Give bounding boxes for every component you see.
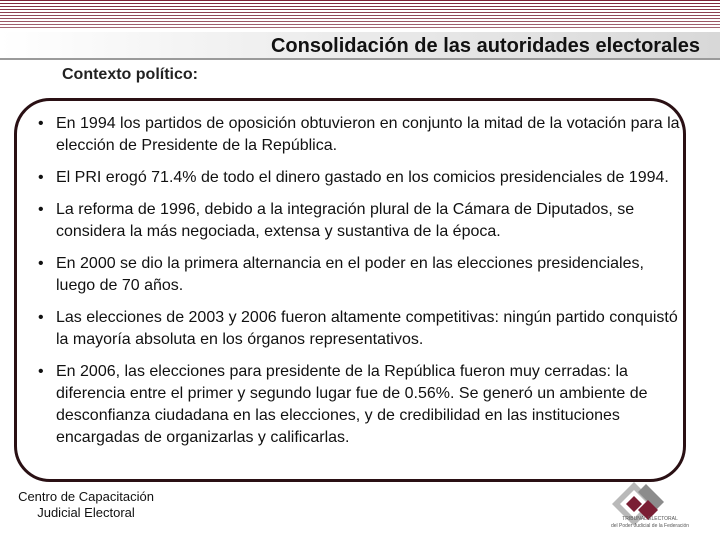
- bullet-text: Las elecciones de 2003 y 2006 fueron altamente competitivas: ningún partido conquistó la mayoría absoluta en los órganos representativos.: [56, 309, 678, 348]
- bullet-marker: •: [38, 363, 44, 380]
- bullet-marker: •: [38, 255, 44, 272]
- list-item: [34, 199, 684, 243]
- bullet-text: En 2006, las elecciones para presidente de la República fueron muy cerradas: la diferencia entre el primer y segundo lugar fue de 0.56%. Se generó un ambiente de desconfianza ciudadana en las elecciones, y de credibilidad en las instituciones encargadas de organizarlas y calificarlas.: [56, 363, 648, 446]
- list-item: [34, 167, 684, 189]
- bullet-list: [34, 113, 684, 459]
- bullet-marker: •: [38, 309, 44, 326]
- bullet-marker: •: [38, 169, 44, 186]
- list-item: [34, 253, 684, 297]
- logo-caption-line1: TRIBUNAL ELECTORAL: [622, 516, 678, 522]
- logo-caption: [600, 516, 700, 530]
- section-subtitle: Contexto político:: [62, 66, 198, 83]
- bullet-text: El PRI erogó 71.4% de todo el dinero gastado en los comicios presidenciales de 1994.: [56, 169, 669, 186]
- bullet-text: En 2000 se dio la primera alternancia en el poder en las elecciones presidenciales, luego de 70 años.: [56, 255, 644, 294]
- footer-organization: [6, 489, 166, 521]
- bullet-text: En 1994 los partidos de oposición obtuvieron en conjunto la mitad de la votación para la elección de Presidente de la República.: [56, 115, 680, 154]
- bullet-marker: •: [38, 115, 44, 132]
- header-stripes: [0, 0, 720, 30]
- bullet-marker: •: [38, 201, 44, 218]
- logo-caption-line2: del Poder Judicial de la Federación: [610, 523, 690, 529]
- list-item: [34, 361, 684, 449]
- list-item: [34, 307, 684, 351]
- footer-org-line2: Judicial Electoral: [37, 505, 135, 520]
- footer-org-line1: Centro de Capacitación: [18, 489, 154, 504]
- page-title: Consolidación de las autoridades electorales: [270, 35, 700, 57]
- list-item: [34, 113, 684, 157]
- bullet-text: La reforma de 1996, debido a la integración plural de la Cámara de Diputados, se considera la más negociada, extensa y sustantiva de la época.: [56, 201, 635, 240]
